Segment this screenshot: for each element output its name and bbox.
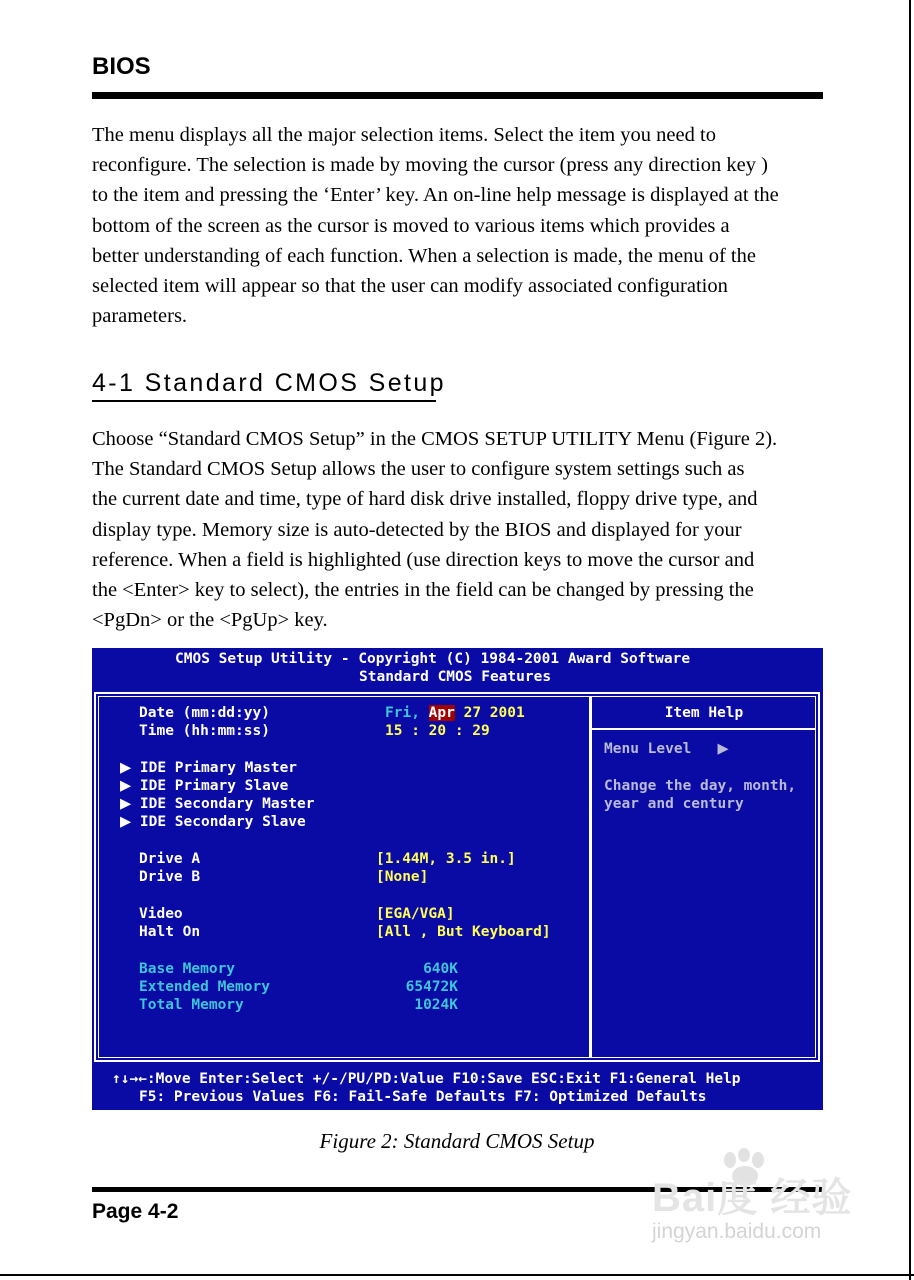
menu-level-label: Menu Level [604, 741, 692, 757]
intro-line: bottom of the screen as the cursor is moved to various items which provides a [92, 214, 730, 237]
time-value[interactable]: 15 : 20 : 29 [385, 723, 490, 739]
intro-line: reconfigure. The selection is made by moving the cursor (press any direction key ) [92, 154, 768, 177]
section-line: the <Enter> key to select), the entries in the field can be changed by pressing the [92, 579, 754, 602]
halt-on-label[interactable]: Halt On [139, 924, 201, 940]
date-day-year[interactable]: 27 2001 [463, 705, 525, 721]
drive-a-value[interactable]: [1.44M, 3.5 in.] [376, 851, 516, 867]
section-line: The Standard CMOS Setup allows the user to configure system settings such as [92, 458, 745, 481]
submenu-ide-secondary-slave[interactable] [120, 813, 306, 831]
submenu-label: IDE Secondary Master [139, 796, 315, 812]
section-line: display type. Memory size is auto-detected by the BIOS and displayed for your [92, 518, 742, 541]
extended-memory-value: 65472K [405, 979, 458, 995]
watermark-url: jingyan.baidu.com [652, 1220, 822, 1243]
submenu-arrow-icon: ▶ [120, 796, 132, 812]
intro-paragraph [92, 120, 832, 331]
item-help-title: Item Help [664, 705, 744, 721]
page-border-bottom [0, 1274, 914, 1276]
section-title: 4-1 Standard CMOS Setup [92, 369, 446, 397]
video-value[interactable]: [EGA/VGA] [376, 906, 455, 922]
date-month-selected[interactable]: Apr [428, 705, 455, 721]
total-memory-label: Total Memory [139, 997, 244, 1013]
base-memory-label: Base Memory [139, 961, 236, 977]
help-text-line: Change the day, month, [604, 778, 797, 794]
submenu-label: IDE Secondary Slave [139, 814, 306, 830]
submenu-label: IDE Primary Master [139, 760, 298, 776]
help-text-line: year and century [604, 796, 744, 812]
bios-subtitle: Standard CMOS Features [359, 669, 552, 685]
base-memory-value: 640K [423, 961, 458, 977]
intro-line: parameters. [92, 305, 188, 328]
key-hints-line2: F5: Previous Values F6: Fail-Safe Defaults F7: Optimized Defaults [139, 1089, 707, 1105]
bios-screenshot [92, 648, 823, 1110]
bios-column-divider [589, 696, 592, 1058]
intro-line: The menu displays all the major selection items. Select the item you need to [92, 124, 716, 146]
intro-line: to the item and pressing the ‘Enter’ key. An on-line help message is displayed at the [92, 184, 779, 207]
total-memory-value: 1024K [414, 997, 458, 1013]
video-label[interactable]: Video [139, 906, 183, 922]
submenu-ide-primary-master[interactable] [120, 759, 297, 777]
time-label[interactable]: Time (hh:mm:ss) [139, 723, 270, 739]
submenu-arrow-icon: ▶ [120, 760, 132, 776]
drive-b-label[interactable]: Drive B [139, 869, 201, 885]
halt-on-value[interactable]: [All , But Keyboard] [376, 924, 551, 940]
key-hints-line1: ↑↓→←:Move Enter:Select +/-/PU/PD:Value F10:Save ESC:Exit F1:General Help [112, 1071, 741, 1087]
intro-line: better understanding of each function. When a selection is made, the menu of the [92, 244, 756, 267]
intro-line: selected item will appear so that the user can modify associated configuration [92, 275, 728, 298]
section-underline [92, 400, 436, 402]
drive-a-label[interactable]: Drive A [139, 851, 201, 867]
page-number: Page 4-2 [92, 1200, 179, 1223]
submenu-arrow-icon: ▶ [120, 778, 132, 794]
bios-title: CMOS Setup Utility - Copyright (C) 1984-2001 Award Software [175, 651, 691, 667]
header-title: BIOS [92, 53, 151, 80]
menu-level [604, 740, 729, 758]
submenu-ide-primary-slave[interactable] [120, 777, 288, 795]
section-paragraph [92, 424, 832, 635]
section-line: the current date and time, type of hard disk drive installed, floppy drive type, and [92, 488, 758, 511]
bios-help-divider [592, 728, 816, 730]
extended-memory-label: Extended Memory [139, 979, 270, 995]
drive-b-value[interactable]: [None] [376, 869, 429, 885]
submenu-label: IDE Primary Slave [139, 778, 289, 794]
submenu-ide-secondary-master[interactable] [120, 795, 315, 813]
section-line: Choose “Standard CMOS Setup” in the CMOS SETUP UTILITY Menu (Figure 2). [92, 428, 778, 450]
menu-level-arrow-icon: ▶ [717, 741, 729, 757]
section-line: reference. When a field is highlighted (use direction keys to move the cursor and [92, 548, 755, 571]
header-rule [92, 92, 823, 99]
submenu-arrow-icon: ▶ [120, 814, 132, 830]
date-value[interactable] [385, 704, 525, 722]
date-day: Fri, [385, 705, 420, 721]
page-border-right [909, 0, 911, 1280]
figure-caption: Figure 2: Standard CMOS Setup [319, 1129, 595, 1153]
section-line: <PgDn> or the <PgUp> key. [92, 609, 328, 632]
watermark-brand: Bai度 经验 [652, 1176, 853, 1220]
date-label[interactable]: Date (mm:dd:yy) [139, 705, 270, 721]
